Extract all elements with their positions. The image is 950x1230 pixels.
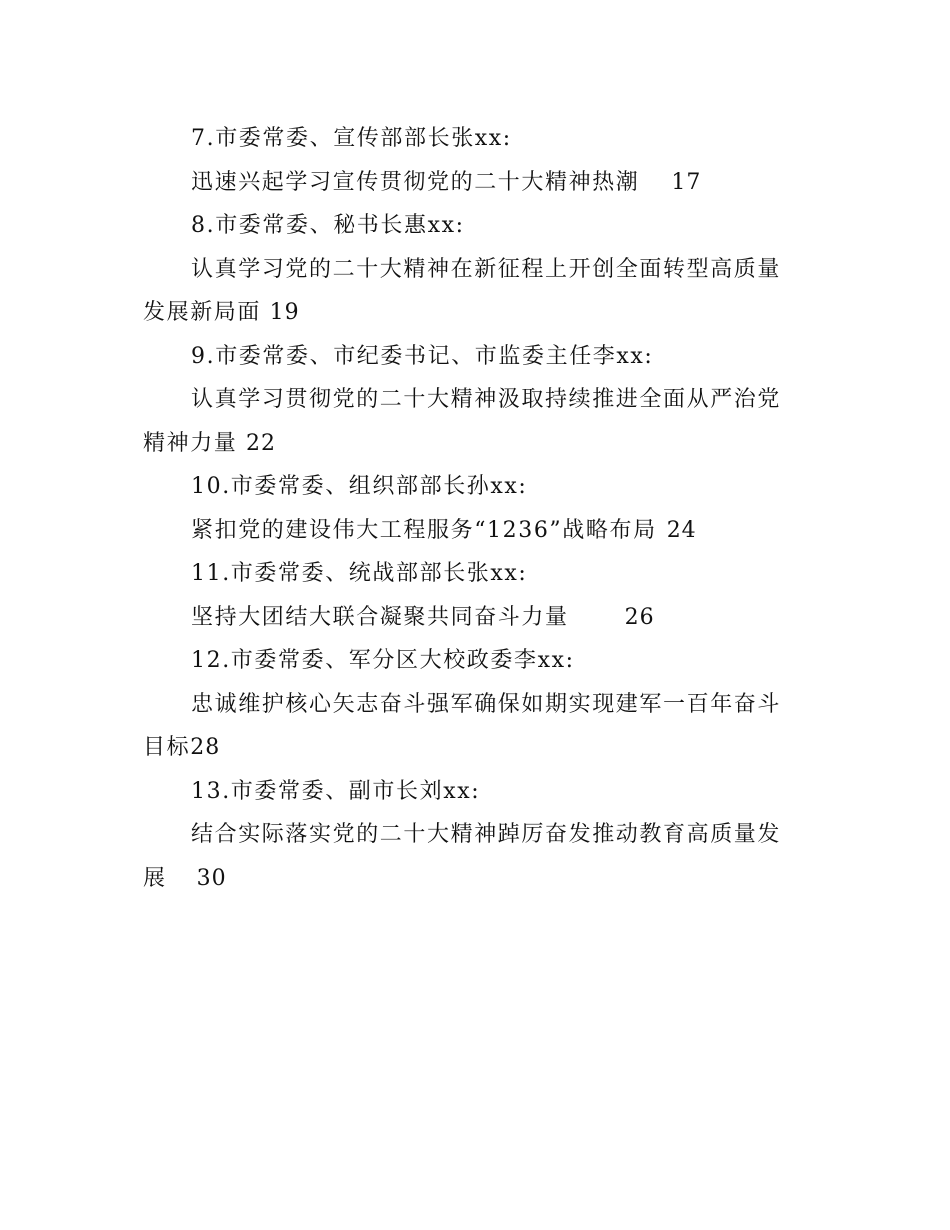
toc-entry-heading: 9.市委常委、市纪委书记、市监委主任李xx:: [191, 343, 654, 369]
toc-entry[interactable]: [143, 204, 811, 335]
toc-entry-title-line: [143, 857, 811, 901]
toc-entry-title-line: [143, 509, 811, 553]
toc-entry-title-line: [143, 378, 811, 422]
toc-entry-title-text: 发展新局面: [143, 300, 262, 325]
toc-entry-title-text: 精神力量: [143, 430, 238, 456]
toc-entry[interactable]: [143, 639, 811, 770]
table-of-contents: [143, 117, 811, 900]
toc-entry-page-number: 24: [666, 517, 697, 543]
toc-entry-title-line: [143, 726, 811, 770]
toc-entry[interactable]: [143, 552, 811, 639]
toc-entry-heading: 8.市委常委、秘书长惠xx:: [191, 213, 465, 238]
toc-entry-title-text: 展: [143, 865, 167, 891]
toc-entry-title-text: 紧扣党的建设伟大工程服务“1236”战略布局: [191, 517, 657, 543]
toc-entry-page-number: 22: [246, 430, 276, 456]
toc-entry[interactable]: [143, 770, 811, 901]
toc-entry-title-text: 坚持大团结大联合凝聚共同奋斗力量: [191, 604, 569, 630]
toc-entry[interactable]: [143, 465, 811, 552]
toc-entry-title-line: [143, 422, 811, 466]
toc-entry-title-text: 结合实际落实党的二十大精神踔厉奋发推动教育高质量发: [191, 822, 782, 847]
toc-entry-title-line: [143, 161, 811, 205]
toc-entry-title-text: 迅速兴起学习宣传贯彻党的二十大精神热潮: [191, 169, 640, 195]
toc-entry-heading: 12.市委常委、军分区大校政委李xx:: [191, 648, 575, 673]
toc-entry-title-text: 忠诚维护核心矢志奋斗强军确保如期实现建军一百年奋斗: [191, 691, 782, 717]
toc-entry-page-number: 28: [190, 735, 221, 760]
toc-entry-title-line: [143, 291, 811, 335]
toc-entry-page-number: 19: [269, 300, 300, 325]
toc-entry-heading: 13.市委常委、副市长刘xx:: [191, 778, 481, 804]
toc-entry-title-text: 目标: [143, 735, 191, 760]
toc-entry-page-number: 17: [671, 169, 702, 195]
toc-entry-title-line: [143, 813, 811, 857]
toc-entry-title-text: 认真学习党的二十大精神在新征程上开创全面转型高质量: [191, 256, 782, 282]
toc-entry-page-number: 30: [196, 865, 227, 891]
toc-entry-title-line: [143, 596, 811, 640]
toc-entry-page-number: 26: [624, 604, 655, 630]
toc-entry-title-line: [143, 248, 811, 292]
toc-entry-heading: 10.市委常委、组织部部长孙xx:: [191, 474, 528, 499]
toc-entry-heading: 7.市委常委、宣传部部长张xx:: [191, 126, 512, 151]
toc-entry-heading: 11.市委常委、统战部部长张xx:: [191, 561, 528, 586]
toc-entry[interactable]: [143, 335, 811, 466]
toc-entry-title-text: 认真学习贯彻党的二十大精神汲取持续推进全面从严治党: [191, 387, 782, 412]
toc-entry[interactable]: [143, 117, 811, 204]
toc-entry-title-line: [143, 683, 811, 727]
